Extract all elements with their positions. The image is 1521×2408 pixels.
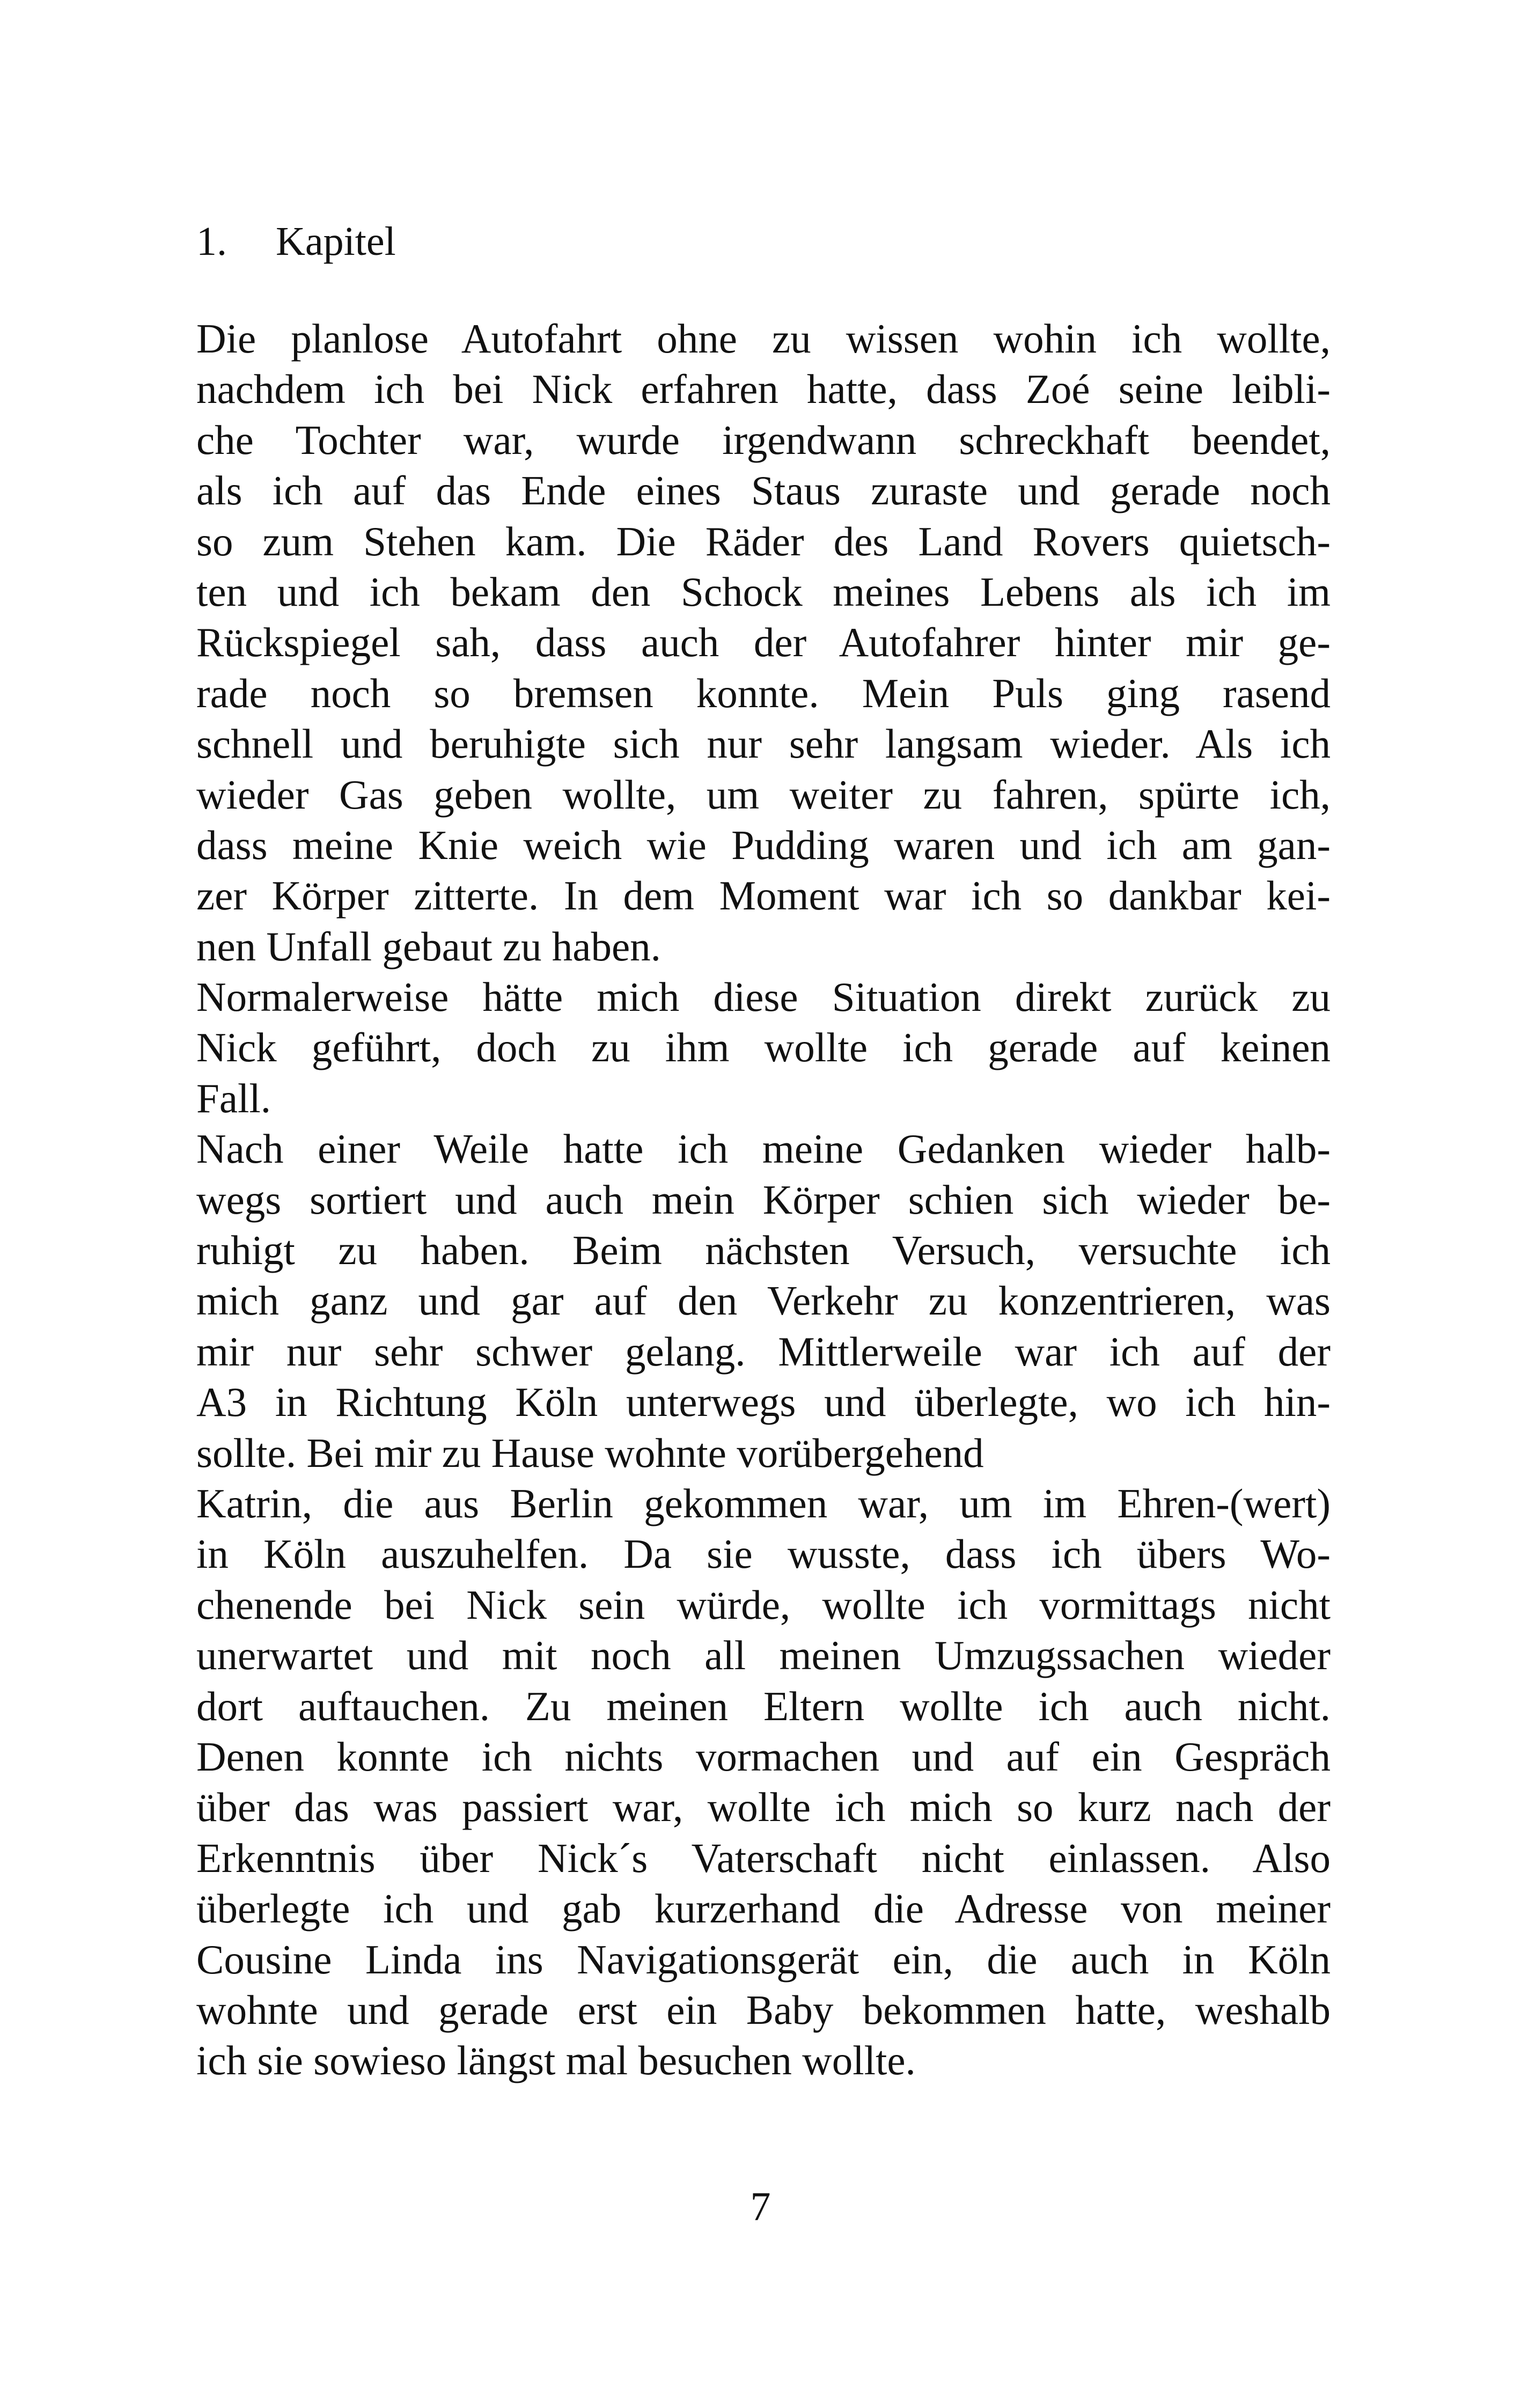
- text-line: so zum Stehen kam. Die Räder des Land Rovers quietsch-: [196, 518, 1331, 564]
- chapter-heading: [196, 216, 396, 267]
- text-line: Nach einer Weile hatte ich meine Gedanken wieder halb-: [196, 1126, 1331, 1172]
- text-line: in Köln auszuhelfen. Da sie wusste, dass ich übers Wo-: [196, 1531, 1331, 1577]
- text-line: Fall.: [196, 1075, 271, 1121]
- text-line: Rückspiegel sah, dass auch der Autofahrer hinter mir ge-: [196, 619, 1331, 666]
- text-line: mir nur sehr schwer gelang. Mittlerweile war ich auf der: [196, 1328, 1331, 1375]
- text-line: dort auftauchen. Zu meinen Eltern wollte ich auch nicht.: [196, 1683, 1331, 1729]
- text-line: Denen konnte ich nichts vormachen und auf ein Gespräch: [196, 1733, 1331, 1780]
- text-line: als ich auf das Ende eines Staus zuraste und gerade noch: [196, 467, 1331, 514]
- text-line: nachdem ich bei Nick erfahren hatte, dass Zoé seine leibli-: [196, 366, 1331, 413]
- chapter-number: 1.: [196, 219, 227, 264]
- text-line: wieder Gas geben wollte, um weiter zu fahren, spürte ich,: [196, 771, 1331, 818]
- text-line: Nick geführt, doch zu ihm wollte ich gerade auf keinen: [196, 1024, 1331, 1071]
- text-line: rade noch so bremsen konnte. Mein Puls ging rasend: [196, 670, 1331, 716]
- text-line: sollte. Bei mir zu Hause wohnte vorübergehend: [196, 1429, 984, 1476]
- text-line: chenende bei Nick sein würde, wollte ich vormittags nicht: [196, 1581, 1331, 1628]
- text-line: che Tochter war, wurde irgendwann schreckhaft beendet,: [196, 416, 1331, 463]
- text-line: ten und ich bekam den Schock meines Lebens als ich im: [196, 568, 1331, 615]
- text-line: mich ganz und gar auf den Verkehr zu konzentrieren, was: [196, 1278, 1331, 1324]
- text-line: über das was passiert war, wollte ich mich so kurz nach der: [196, 1784, 1331, 1831]
- text-line: Normalerweise hätte mich diese Situation direkt zurück zu: [196, 974, 1331, 1021]
- text-line: dass meine Knie weich wie Pudding waren und ich am gan-: [196, 821, 1331, 868]
- text-line: überlegte ich und gab kurzerhand die Adresse von meiner: [196, 1885, 1331, 1932]
- text-line: wohnte und gerade erst ein Baby bekommen hatte, weshalb: [196, 1986, 1331, 2033]
- text-line: A3 in Richtung Köln unterwegs und überlegte, wo ich hin-: [196, 1379, 1331, 1426]
- text-line: ruhigt zu haben. Beim nächsten Versuch, versuchte ich: [196, 1227, 1331, 1274]
- text-line: Die planlose Autofahrt ohne zu wissen wohin ich wollte,: [196, 315, 1331, 362]
- text-line: ich sie sowieso längst mal besuchen wollte.: [196, 2037, 916, 2084]
- text-line: nen Unfall gebaut zu haben.: [196, 923, 661, 970]
- text-line: zer Körper zitterte. In dem Moment war ich so dankbar kei-: [196, 872, 1331, 919]
- text-line: unerwartet und mit noch all meinen Umzugssachen wieder: [196, 1632, 1331, 1679]
- chapter-body-text: [196, 313, 1331, 2086]
- text-line: wegs sortiert und auch mein Körper schien sich wieder be-: [196, 1176, 1331, 1223]
- text-line: Erkenntnis über Nick´s Vaterschaft nicht einlassen. Also: [196, 1834, 1331, 1881]
- chapter-title: Kapitel: [276, 219, 396, 264]
- text-line: schnell und beruhigte sich nur sehr langsam wieder. Als ich: [196, 721, 1331, 767]
- page-number: 7: [750, 2184, 771, 2229]
- text-line: Katrin, die aus Berlin gekommen war, um im Ehren-(wert): [196, 1480, 1331, 1526]
- text-line: Cousine Linda ins Navigationsgerät ein, die auch in Köln: [196, 1936, 1331, 1983]
